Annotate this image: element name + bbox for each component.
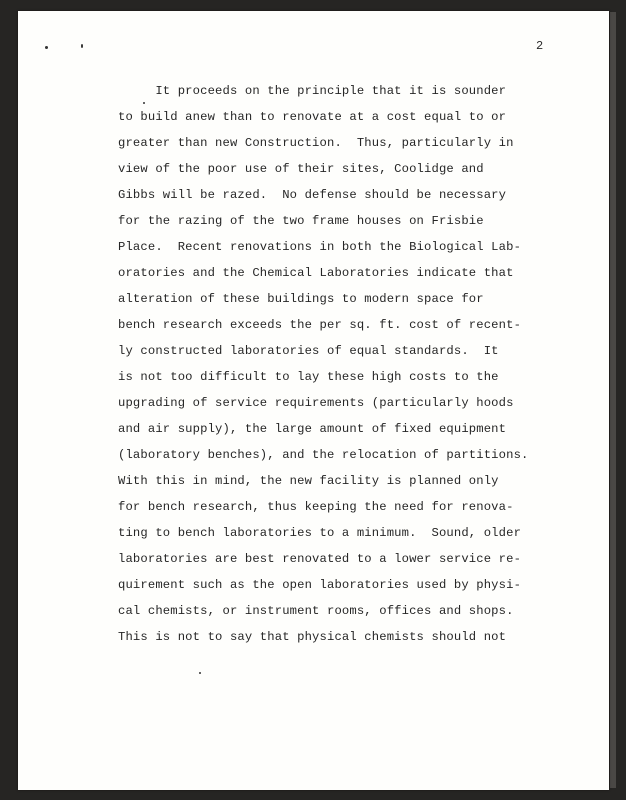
text-line: and air supply), the large amount of fixed equipment bbox=[118, 422, 507, 436]
text-line: Gibbs will be razed. No defense should be necessary bbox=[118, 188, 507, 202]
text-line: quirement such as the open laboratories used by physi- bbox=[118, 578, 522, 592]
page-edge-shadow bbox=[610, 12, 616, 788]
text-line: greater than new Construction. Thus, particularly in bbox=[118, 136, 514, 150]
stray-mark bbox=[81, 44, 83, 48]
text-line: oratories and the Chemical Laboratories indicate that bbox=[118, 266, 514, 280]
text-line: It proceeds on the principle that it is sounder bbox=[118, 84, 507, 98]
text-line: This is not to say that physical chemists should not bbox=[118, 630, 507, 644]
text-line: bench research exceeds the per sq. ft. cost of recent- bbox=[118, 318, 522, 332]
text-line: ting to bench laboratories to a minimum. Sound, older bbox=[118, 526, 522, 540]
body-text bbox=[118, 78, 529, 650]
text-line: With this in mind, the new facility is planned only bbox=[118, 474, 499, 488]
page-number: 2 bbox=[536, 39, 544, 53]
text-line: for the razing of the two frame houses on Frisbie bbox=[118, 214, 484, 228]
text-line: for bench research, thus keeping the need for renova- bbox=[118, 500, 514, 514]
text-line: to build anew than to renovate at a cost equal to or bbox=[118, 110, 507, 124]
text-line: (laboratory benches), and the relocation of partitions. bbox=[118, 448, 529, 462]
text-line: is not too difficult to lay these high costs to the bbox=[118, 370, 499, 384]
stray-mark bbox=[199, 672, 201, 674]
text-line: laboratories are best renovated to a lower service re- bbox=[118, 552, 522, 566]
text-line: upgrading of service requirements (particularly hoods bbox=[118, 396, 514, 410]
text-line: ly constructed laboratories of equal standards. It bbox=[118, 344, 499, 358]
stray-mark bbox=[45, 46, 48, 49]
text-line: Place. Recent renovations in both the Biological Lab- bbox=[118, 240, 522, 254]
text-line: cal chemists, or instrument rooms, offices and shops. bbox=[118, 604, 514, 618]
text-line: view of the poor use of their sites, Coolidge and bbox=[118, 162, 484, 176]
text-line: alteration of these buildings to modern space for bbox=[118, 292, 484, 306]
